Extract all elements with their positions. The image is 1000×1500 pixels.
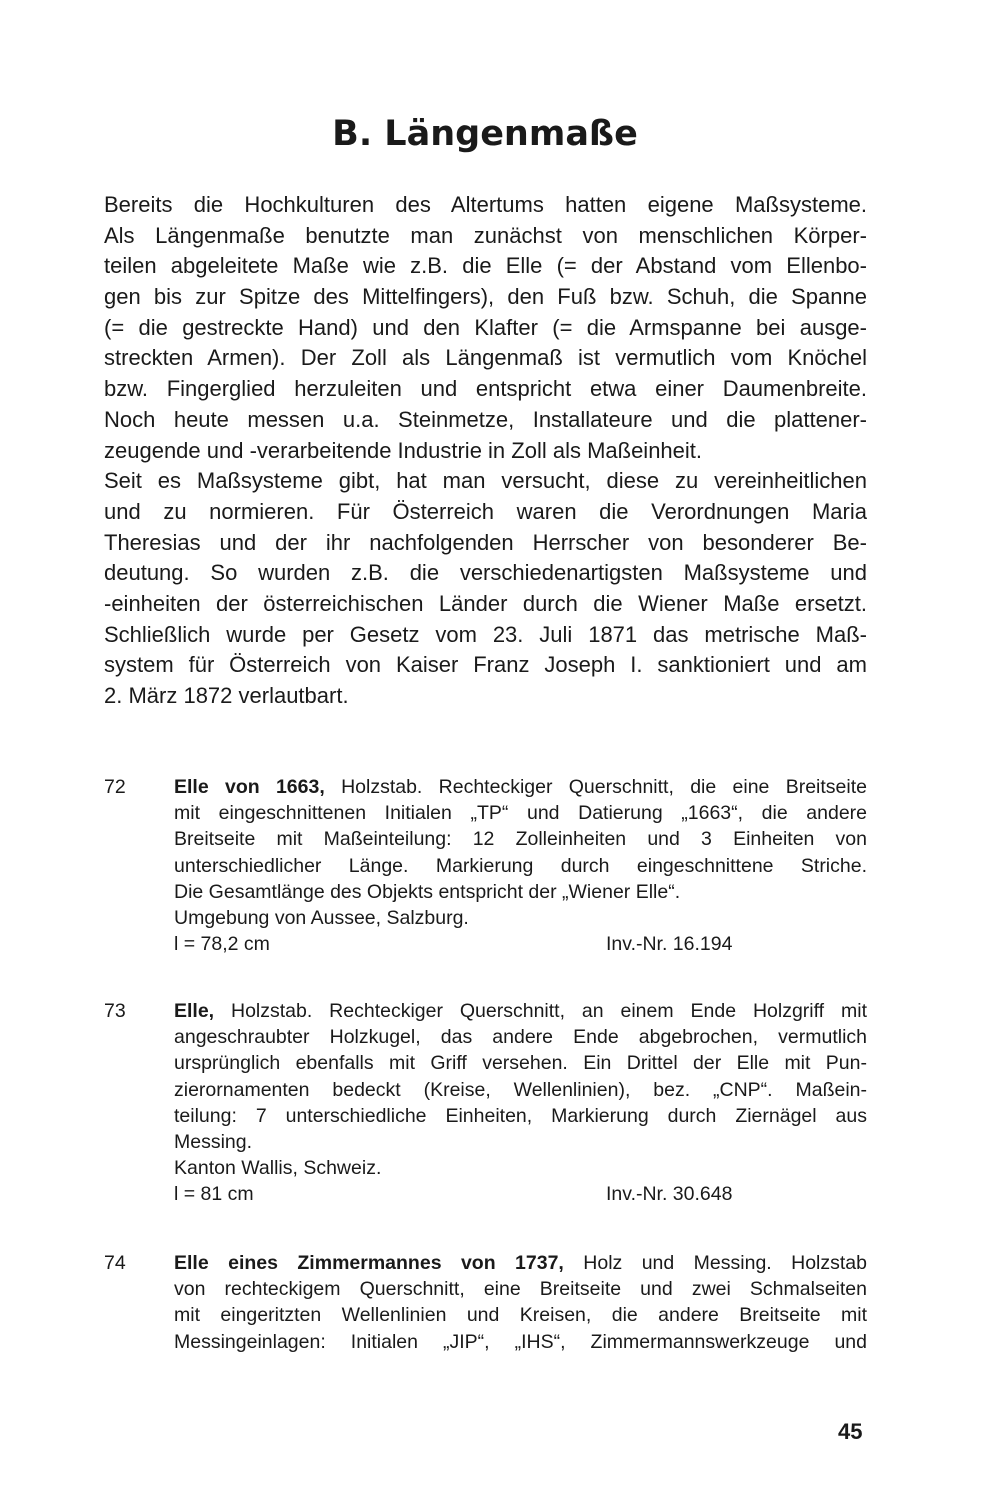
entry-line: Messing. [174, 1130, 253, 1153]
inventory-number: Inv.-Nr. 16.194 [606, 933, 733, 956]
entry-line: angeschraubter Holzkugel, das andere Ende abgebrochen, vermutlich [174, 1026, 867, 1049]
entry-origin: Umgebung von Aussee, Salzburg. [174, 906, 469, 929]
entry-line: Messingeinlagen: Initialen „JIP“, „IHS“, Zimmermannswerkzeuge und [174, 1330, 867, 1353]
page-number: 45 [838, 1419, 863, 1444]
intro-line: system für Österreich von Kaiser Franz Joseph I. sanktioniert und am [104, 652, 867, 678]
entry-line: Breitseite mit Maßeinteilung: 12 Zolleinheiten und 3 Einheiten von [174, 828, 867, 851]
entry-line: unterschiedlicher Länge. Markierung durch eingeschnittene Striche. [174, 854, 867, 877]
intro-line: gen bis zur Spitze des Mittelfingers), den Fuß bzw. Schuh, die Spanne [104, 284, 867, 310]
entry-text: Holzstab. Rechteckiger Querschnitt, die eine Breitseite [324, 776, 867, 798]
intro-line: Als Längenmaße benutzte man zunächst von menschlichen Körper- [104, 222, 867, 248]
entry-line: ursprünglich ebenfalls mit Griff versehen. Ein Drittel der Elle mit Pun- [174, 1052, 867, 1075]
entry-line: mit eingeschnittenen Initialen „TP“ und Datierung „1663“, die andere [174, 802, 867, 825]
intro-line: deutung. So wurden z.B. die verschiedenartigsten Maßsysteme und [104, 560, 867, 586]
intro-line: Theresias und der ihr nachfolgenden Herrscher von besonderer Be- [104, 529, 867, 555]
entry-line [174, 1250, 867, 1276]
entry-text: Holz und Messing. Holzstab [563, 1252, 867, 1274]
entry-heading: Elle von 1663, [174, 776, 325, 798]
entry-heading: Elle eines Zimmermannes von 1737, [174, 1252, 564, 1274]
intro-line: 2. März 1872 verlautbart. [104, 683, 349, 708]
entry-body [174, 998, 867, 1208]
inventory-number: Inv.-Nr. 30.648 [606, 1183, 733, 1206]
intro-line: (= die gestreckte Hand) und den Klafter (= die Armspanne bei ausge- [104, 314, 867, 340]
entry-measure-row [174, 1181, 867, 1207]
entry-line: zierornamenten bedeckt (Kreise, Wellenlinien), bez. „CNP“. Maßein- [174, 1078, 867, 1101]
entry-line: teilung: 7 unterschiedliche Einheiten, Markierung durch Ziernägel aus [174, 1104, 867, 1127]
entry-line [174, 774, 867, 800]
page-title: B. Längenmaße [332, 114, 638, 154]
intro-line: zeugende und -verarbeitende Industrie in Zoll als Maßeinheit. [104, 437, 703, 463]
entry-body [174, 774, 867, 957]
intro-line: Noch heute messen u.a. Steinmetze, Installateure und die plattener- [104, 406, 867, 432]
entry-measure-row [174, 931, 867, 957]
entry-number: 72 [104, 776, 126, 798]
intro-line: streckten Armen). Der Zoll als Längenmaß ist vermutlich vom Knöchel [104, 345, 867, 371]
intro-line: Bereits die Hochkulturen des Altertums hatten eigene Maßsysteme. [104, 192, 867, 217]
intro-paragraph [104, 190, 867, 712]
intro-line: teilen abgeleitete Maße wie z.B. die Elle (= der Abstand vom Ellenbo- [104, 253, 867, 279]
intro-line: Schließlich wurde per Gesetz vom 23. Juli 1871 das metrische Maß- [104, 621, 867, 647]
intro-line: -einheiten der österreichischen Länder durch die Wiener Maße ersetzt. [104, 590, 867, 616]
intro-line: bzw. Fingerglied herzuleiten und entspricht etwa einer Daumenbreite. [104, 376, 867, 402]
entry-line: Die Gesamtlänge des Objekts entspricht der „Wiener Elle“. [174, 880, 681, 903]
entry-length: l = 78,2 cm [174, 933, 270, 956]
entry-body [174, 1250, 867, 1355]
entry-origin: Kanton Wallis, Schweiz. [174, 1157, 382, 1180]
entry-number: 74 [104, 1252, 126, 1274]
entry-text: Holzstab. Rechteckiger Querschnitt, an einem Ende Holzgriff mit [214, 1000, 867, 1022]
intro-line: und zu normieren. Für Österreich waren die Verordnungen Maria [104, 498, 867, 524]
intro-line: Seit es Maßsysteme gibt, hat man versucht, diese zu vereinheitlichen [104, 468, 867, 494]
entry-number: 73 [104, 1000, 126, 1022]
entry-line: mit eingeritzten Wellenlinien und Kreisen, die andere Breitseite mit [174, 1304, 867, 1327]
entry-line [174, 998, 867, 1024]
entry-length: l = 81 cm [174, 1183, 254, 1206]
entry-line: von rechteckigem Querschnitt, eine Breitseite und zwei Schmalseiten [174, 1278, 867, 1301]
entry-heading: Elle, [174, 1000, 215, 1022]
